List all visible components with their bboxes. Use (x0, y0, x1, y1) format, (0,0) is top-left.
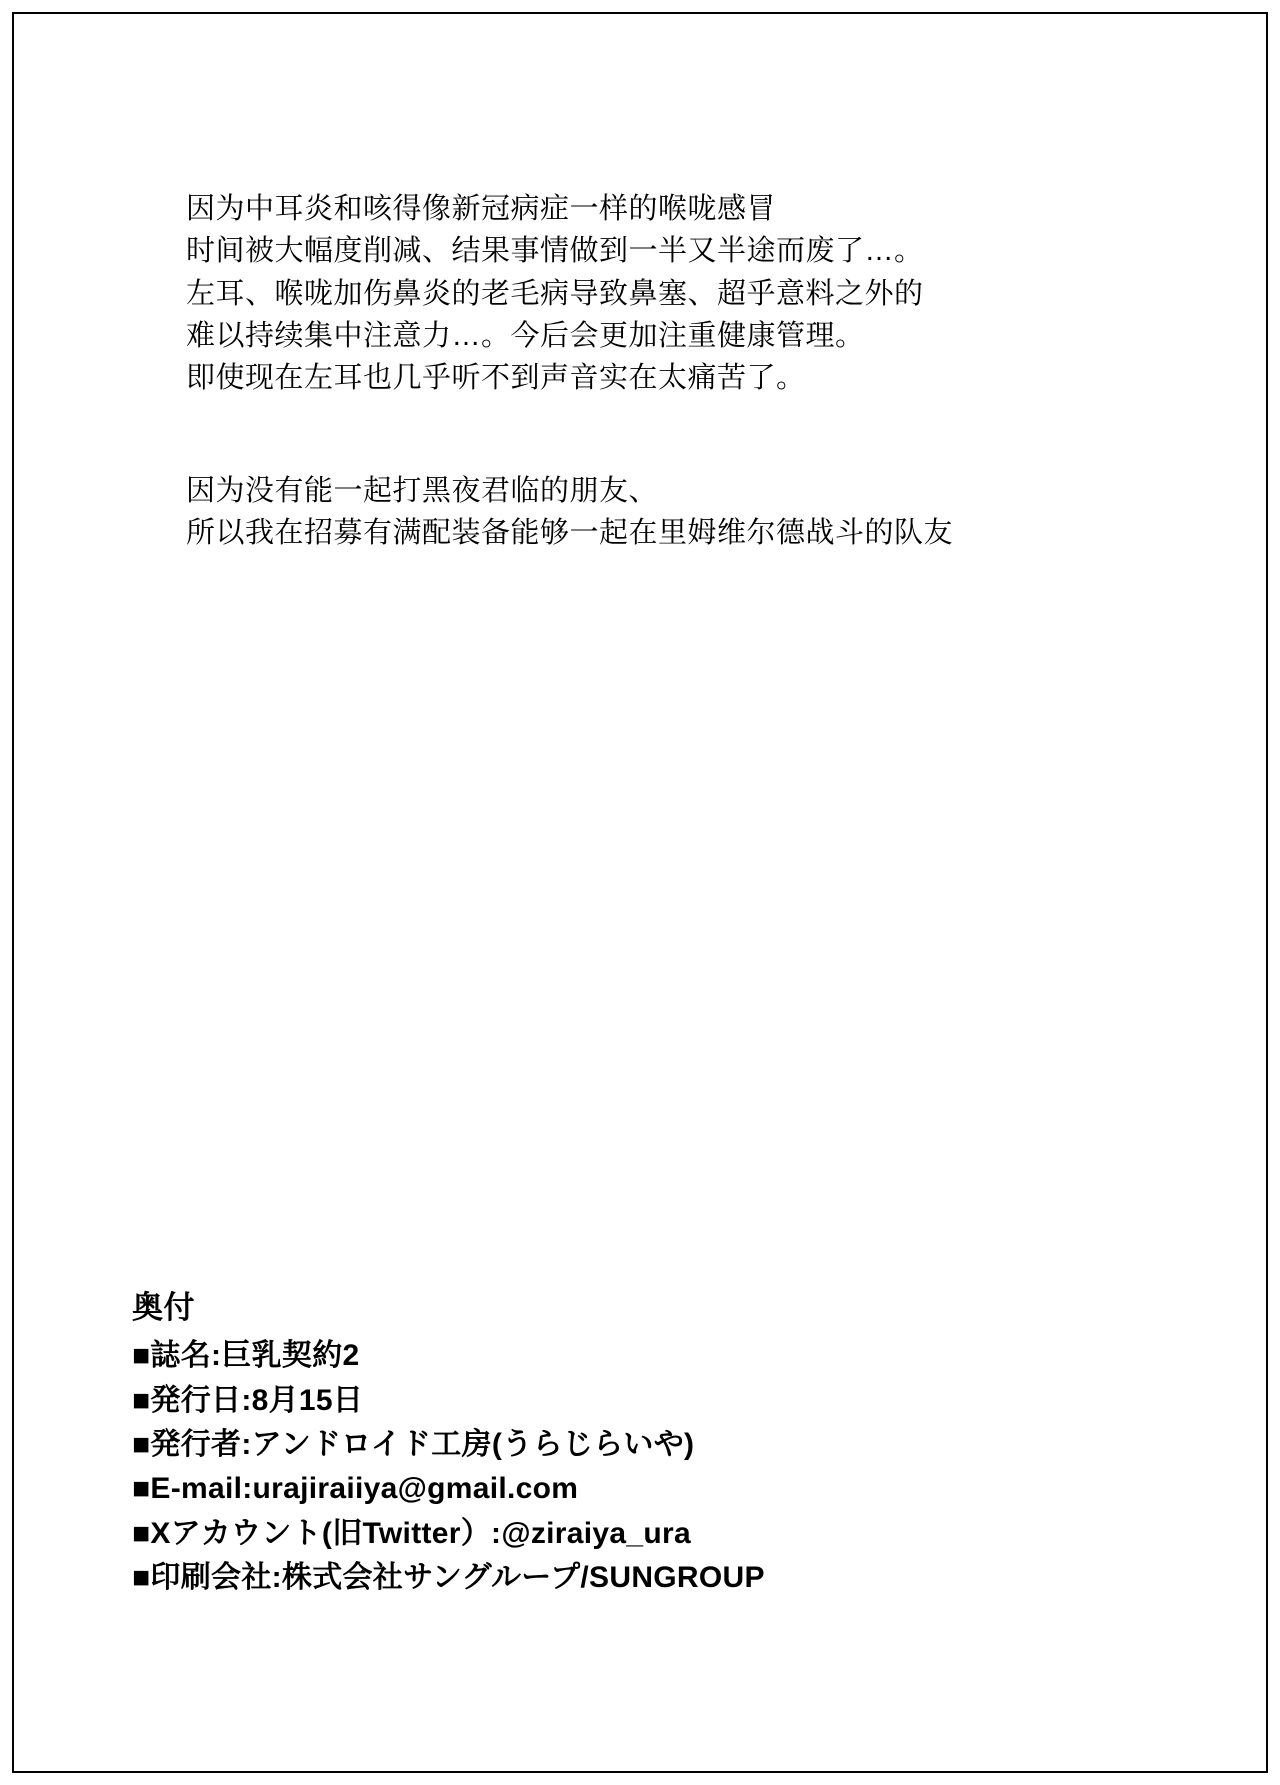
afterword-text-block (186, 188, 1166, 554)
afterword-line: 时间被大幅度削减、结果事情做到一半又半途而废了…。 (186, 235, 924, 268)
colophon-heading: 奥付 (132, 1290, 195, 1325)
afterword-line: 左耳、喉咙加伤鼻炎的老毛病导致鼻塞、超乎意料之外的 (186, 277, 924, 310)
afterword-line: 所以我在招募有满配装备能够一起在里姆维尔德战斗的队友 (186, 516, 954, 549)
colophon-printer-entry: ■印刷会社:株式会社サングループ/SUNGROUP (132, 1561, 765, 1595)
colophon-email-entry: ■E-mail:urajiraiiya@gmail.com (132, 1472, 579, 1506)
paragraph-spacer (186, 400, 1166, 470)
afterword-line: 即使现在左耳也几乎听不到声音实在太痛苦了。 (186, 362, 806, 395)
colophon-block (132, 1288, 1182, 1601)
afterword-line: 因为中耳炎和咳得像新冠病症一样的喉咙感冒 (186, 193, 777, 225)
colophon-title-entry: ■誌名:巨乳契約2 (132, 1339, 360, 1373)
afterword-line: 因为没有能一起打黑夜君临的朋友、 (186, 474, 659, 507)
colophon-date-entry: ■発行日:8月15日 (132, 1383, 364, 1417)
colophon-x-account-entry: ■Xアカウント(旧Twitter）:@ziraiya_ura (132, 1516, 691, 1550)
colophon-publisher-entry: ■発行者:アンドロイド工房(うらじらいや) (132, 1428, 695, 1462)
afterword-line: 难以持续集中注意力…。今后会更加注重健康管理。 (186, 319, 865, 352)
